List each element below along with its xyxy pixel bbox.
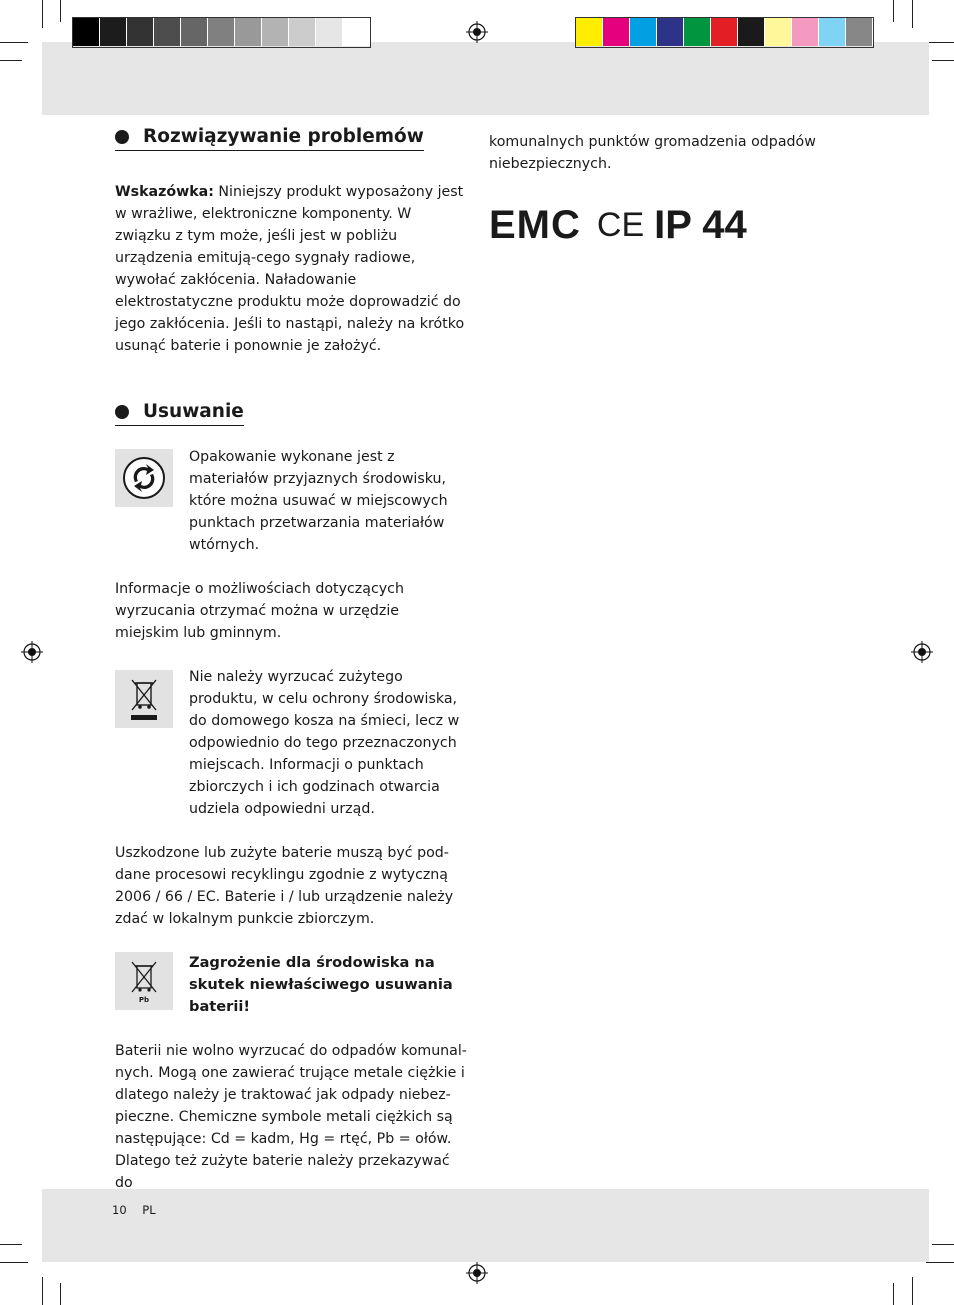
heading-text: Usuwanie xyxy=(143,401,244,422)
disposal-info-text: Informacje o możliwościach dotyczących wyrzucania otrzymać można w urzędzie miejskim lub gminnym. xyxy=(115,581,404,641)
note-text: Niniejszy produkt wyposażony jest w wrażliwe, elektroniczne komponenty. W związku z tym może, jeśli jest w pobliżu urządzenia emitują-cego sygnały radiowe, wywołać zakłócenia. Naładowanie elektrostatyczne produktu może doprowadzić do jego zakłócenia. Jeśli to nastąpi, należy na krótko usunąć baterie i ponownie je założyć. xyxy=(115,184,465,354)
crop-mark xyxy=(912,1277,913,1305)
certification-marks xyxy=(489,203,849,248)
recycle-block xyxy=(115,446,467,556)
color-swatch xyxy=(657,18,684,46)
color-swatch xyxy=(603,18,630,46)
crop-mark xyxy=(926,42,954,43)
color-swatch xyxy=(630,18,657,46)
environment-warning: Zagrożenie dla środowiska na skutek niewłaściwego usuwania baterii! xyxy=(189,954,453,1015)
crop-mark xyxy=(932,60,954,61)
crop-mark xyxy=(893,0,894,22)
registration-mark-icon xyxy=(911,641,933,663)
color-swatch xyxy=(181,18,208,46)
crop-mark xyxy=(912,0,913,28)
color-swatch xyxy=(235,18,262,46)
crop-mark xyxy=(60,1283,61,1305)
weee-block xyxy=(115,666,467,820)
heading-text: Rozwiązywanie problemów xyxy=(143,126,424,147)
color-swatch xyxy=(73,18,100,46)
registration-mark-icon xyxy=(21,641,43,663)
registration-mark-icon xyxy=(466,21,488,43)
ce-mark: CE xyxy=(596,206,645,244)
crop-mark xyxy=(893,1283,894,1305)
color-swatch xyxy=(846,18,873,46)
continuation-text: komunalnych punktów gromadzenia odpadów niebezpiecznych. xyxy=(489,134,816,172)
bullet-icon xyxy=(115,405,129,419)
crop-mark xyxy=(0,1244,22,1245)
battery-warning-block xyxy=(115,952,467,1018)
recycle-text: Opakowanie wykonane jest z materiałów przyjaznych środowisku, które można usuwać w miejscowych punktach przetwarzania materiałów wtórnych. xyxy=(189,449,448,553)
color-swatch xyxy=(738,18,765,46)
color-swatch xyxy=(343,18,370,46)
heavy-metals-text: Baterii nie wolno wyrzucać do odpadów komunal-nych. Mogą one zawierać trujące metale ciężkie i dlatego należy je traktować jak odpady niebez-pieczne. Chemiczne symbole metali ciężkich są następujące: Cd = kadm, Hg = rtęć, Pb = ołów. Dlatego też zużyte baterie należy przekazywać do xyxy=(115,1043,467,1191)
crop-mark xyxy=(60,0,61,22)
crop-mark xyxy=(42,0,43,28)
color-swatch xyxy=(711,18,738,46)
color-swatch xyxy=(684,18,711,46)
crop-mark xyxy=(42,1277,43,1305)
color-swatch xyxy=(154,18,181,46)
note-label: Wskazówka: xyxy=(115,184,214,200)
page-footer xyxy=(112,1203,156,1217)
color-swatch xyxy=(576,18,603,46)
page-number: 10 xyxy=(112,1203,127,1217)
crop-mark xyxy=(932,1244,954,1245)
weee-text: Nie należy wyrzucać zużytego produktu, w celu ochrony środowiska, do domowego kosza na śmieci, lecz w odpowiednio do tego przeznaczonych miejscach. Informacji o punktach zbiorczych i ich godzinach otwarcia udziela odpowiedni urząd. xyxy=(189,669,460,817)
emc-mark: EMC xyxy=(489,203,581,247)
troubleshooting-note xyxy=(115,181,467,357)
color-swatch xyxy=(208,18,235,46)
section-heading-disposal xyxy=(115,401,244,426)
color-swatch xyxy=(792,18,819,46)
grayscale-color-bar xyxy=(72,17,371,48)
pb-symbol: Pb xyxy=(138,996,150,1004)
crossed-bin-icon xyxy=(115,670,173,728)
battery-recycling-text: Uszkodzone lub zużyte baterie muszą być pod-dane procesowi recyklingu zgodnie z wytyczną 2006 / 66 / EC. Baterie i / lub urządzenie należy zdać w lokalnym punkcie zbiorczym. xyxy=(115,845,454,927)
color-swatch xyxy=(100,18,127,46)
crossed-battery-bin-icon xyxy=(115,952,173,1010)
section-heading-troubleshooting xyxy=(115,126,424,151)
process-color-bar xyxy=(575,17,874,48)
bullet-icon xyxy=(115,130,129,144)
ip-rating-mark: IP 44 xyxy=(654,203,747,247)
language-code: PL xyxy=(142,1203,156,1217)
color-swatch xyxy=(262,18,289,46)
color-swatch xyxy=(289,18,316,46)
left-column xyxy=(115,126,467,1194)
registration-mark-icon xyxy=(466,1262,488,1284)
crop-mark xyxy=(0,60,22,61)
crop-mark xyxy=(926,1262,954,1263)
color-swatch xyxy=(127,18,154,46)
color-swatch xyxy=(819,18,846,46)
green-dot-recycle-icon xyxy=(115,449,173,507)
footer-band xyxy=(42,1189,929,1262)
right-column xyxy=(489,131,849,248)
crop-mark xyxy=(0,1262,28,1263)
crop-mark xyxy=(0,42,28,43)
header-band xyxy=(42,42,929,115)
color-swatch xyxy=(316,18,343,46)
color-swatch xyxy=(765,18,792,46)
